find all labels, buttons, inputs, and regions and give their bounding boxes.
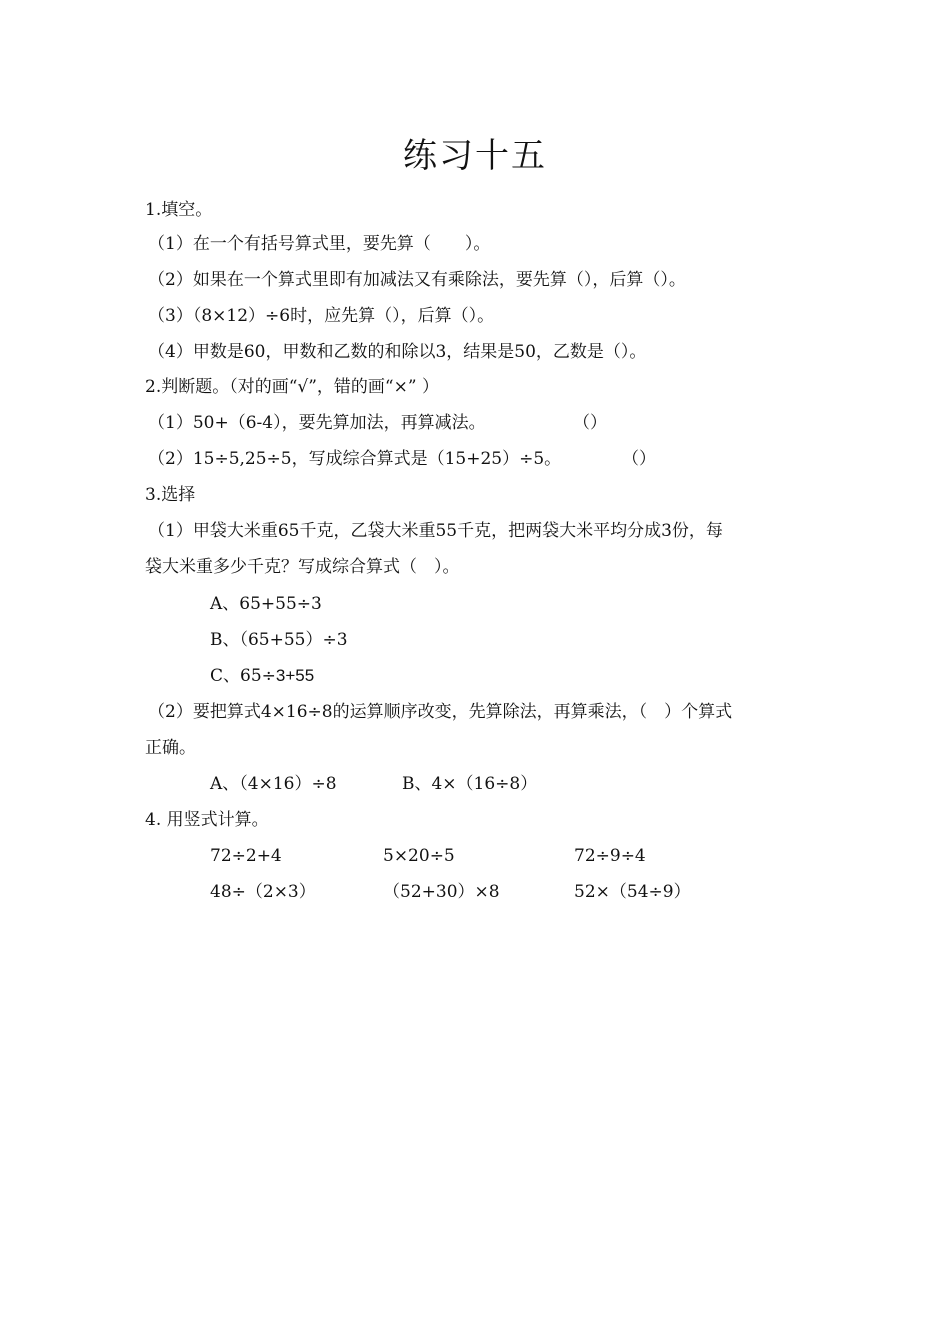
- calc-item: 72÷9÷4: [574, 846, 646, 866]
- section-3-question-1-line-2: 袋大米重多少千克？写成综合算式（ ）。: [145, 557, 460, 577]
- calc-item: 52×（54÷9）: [574, 882, 691, 902]
- section-1-question-2: （2）如果在一个算式里即有加减法又有乘除法，要先算（），后算（）。: [148, 270, 686, 290]
- section-2-question-2: （2）15÷5,25÷5，写成综合算式是（15+25）÷5。: [148, 449, 562, 469]
- section-1-question-4: （4）甲数是60，甲数和乙数的和除以3，结果是50，乙数是（）。: [148, 342, 647, 362]
- calc-item: （52+30）×8: [383, 882, 500, 902]
- section-3-q2-option-b: B、4×（16÷8）: [402, 774, 538, 794]
- calc-item: 72÷2+4: [210, 846, 282, 866]
- section-3-option-b: B、（65+55）÷3: [210, 630, 348, 650]
- section-3-option-c-suffix: 3+55: [275, 666, 315, 685]
- section-3-question-2-line-1: （2）要把算式4×16÷8的运算顺序改变，先算除法，再算乘法，（ ）个算式: [148, 702, 733, 722]
- section-3-question-1-line-1: （1）甲袋大米重65千克，乙袋大米重55千克，把两袋大米平均分成3份，每: [148, 521, 723, 541]
- section-3-heading: 3.选择: [145, 485, 196, 505]
- section-3-question-2-line-2: 正确。: [145, 738, 196, 758]
- section-3-option-a: A、65+55÷3: [210, 594, 322, 614]
- section-2-heading: 2.判断题。（对的画“√”，错的画“×” ）: [145, 377, 439, 397]
- calc-item: 48÷（2×3）: [210, 882, 316, 902]
- section-2-answer-blank-1: （）: [573, 413, 607, 433]
- section-2-answer-blank-2: （）: [622, 449, 656, 469]
- section-4-heading: 4. 用竖式计算。: [145, 810, 269, 830]
- section-3-option-c: [210, 665, 314, 687]
- section-1-question-3: （3）（8×12）÷6时，应先算（），后算（）。: [148, 306, 495, 326]
- section-1-question-1: （1）在一个有括号算式里，要先算（ ）。: [148, 234, 491, 254]
- section-3-q2-option-a: A、（4×16）÷8: [210, 774, 337, 794]
- page-title: 练习十五: [403, 136, 547, 176]
- section-2-question-1: （1）50+（6-4），要先算加法，再算减法。: [148, 413, 486, 433]
- section-1-heading: 1.填空。: [145, 200, 213, 220]
- section-3-option-c-prefix: C、65÷: [210, 666, 276, 686]
- calc-item: 5×20÷5: [383, 846, 455, 866]
